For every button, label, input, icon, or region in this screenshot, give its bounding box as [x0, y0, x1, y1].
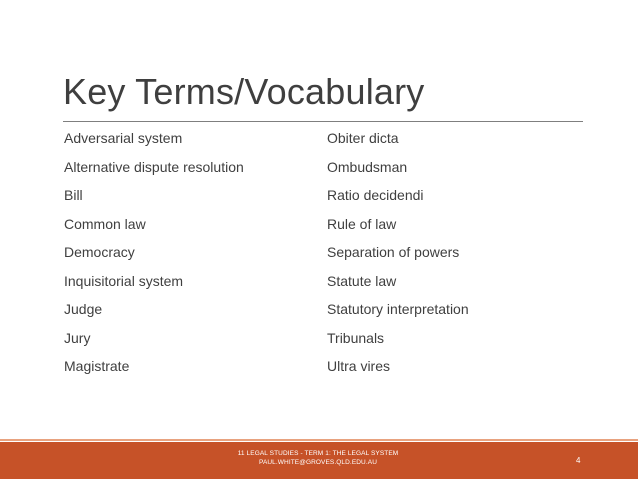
term-item: Adversarial system — [64, 130, 183, 146]
term-item: Ratio decidendi — [327, 187, 424, 203]
slide-title: Key Terms/Vocabulary — [63, 71, 425, 112]
term-item: Judge — [64, 301, 103, 317]
page-number: 4 — [576, 456, 581, 465]
footer-course-label: 11 LEGAL STUDIES - TERM 1: THE LEGAL SYSTEM — [237, 450, 399, 457]
term-item: Alternative dispute resolution — [64, 158, 244, 175]
term-item: Jury — [64, 329, 91, 346]
term-item: Tribunals — [327, 329, 385, 346]
term-item: Common law — [64, 215, 146, 232]
footer-text — [200, 449, 436, 467]
term-item: Ombudsman — [327, 158, 408, 175]
footer-accent-line — [0, 439, 638, 441]
term-item: Magistrate — [64, 358, 130, 374]
term-item: Ultra vires — [327, 358, 391, 374]
term-item: Bill — [64, 187, 83, 203]
term-item: Inquisitorial system — [64, 272, 184, 289]
terms-list-right — [327, 128, 587, 385]
title-divider — [63, 121, 583, 122]
term-item: Statutory interpretation — [327, 301, 469, 317]
term-item: Statute law — [327, 272, 397, 289]
term-item: Democracy — [64, 244, 135, 260]
terms-list-left — [64, 128, 314, 385]
term-item: Rule of law — [327, 215, 397, 232]
term-item: Separation of powers — [327, 244, 460, 260]
footer-email: PAUL.WHITE@GROVES.QLD.EDU.AU — [259, 459, 377, 466]
term-item: Obiter dicta — [327, 130, 399, 146]
